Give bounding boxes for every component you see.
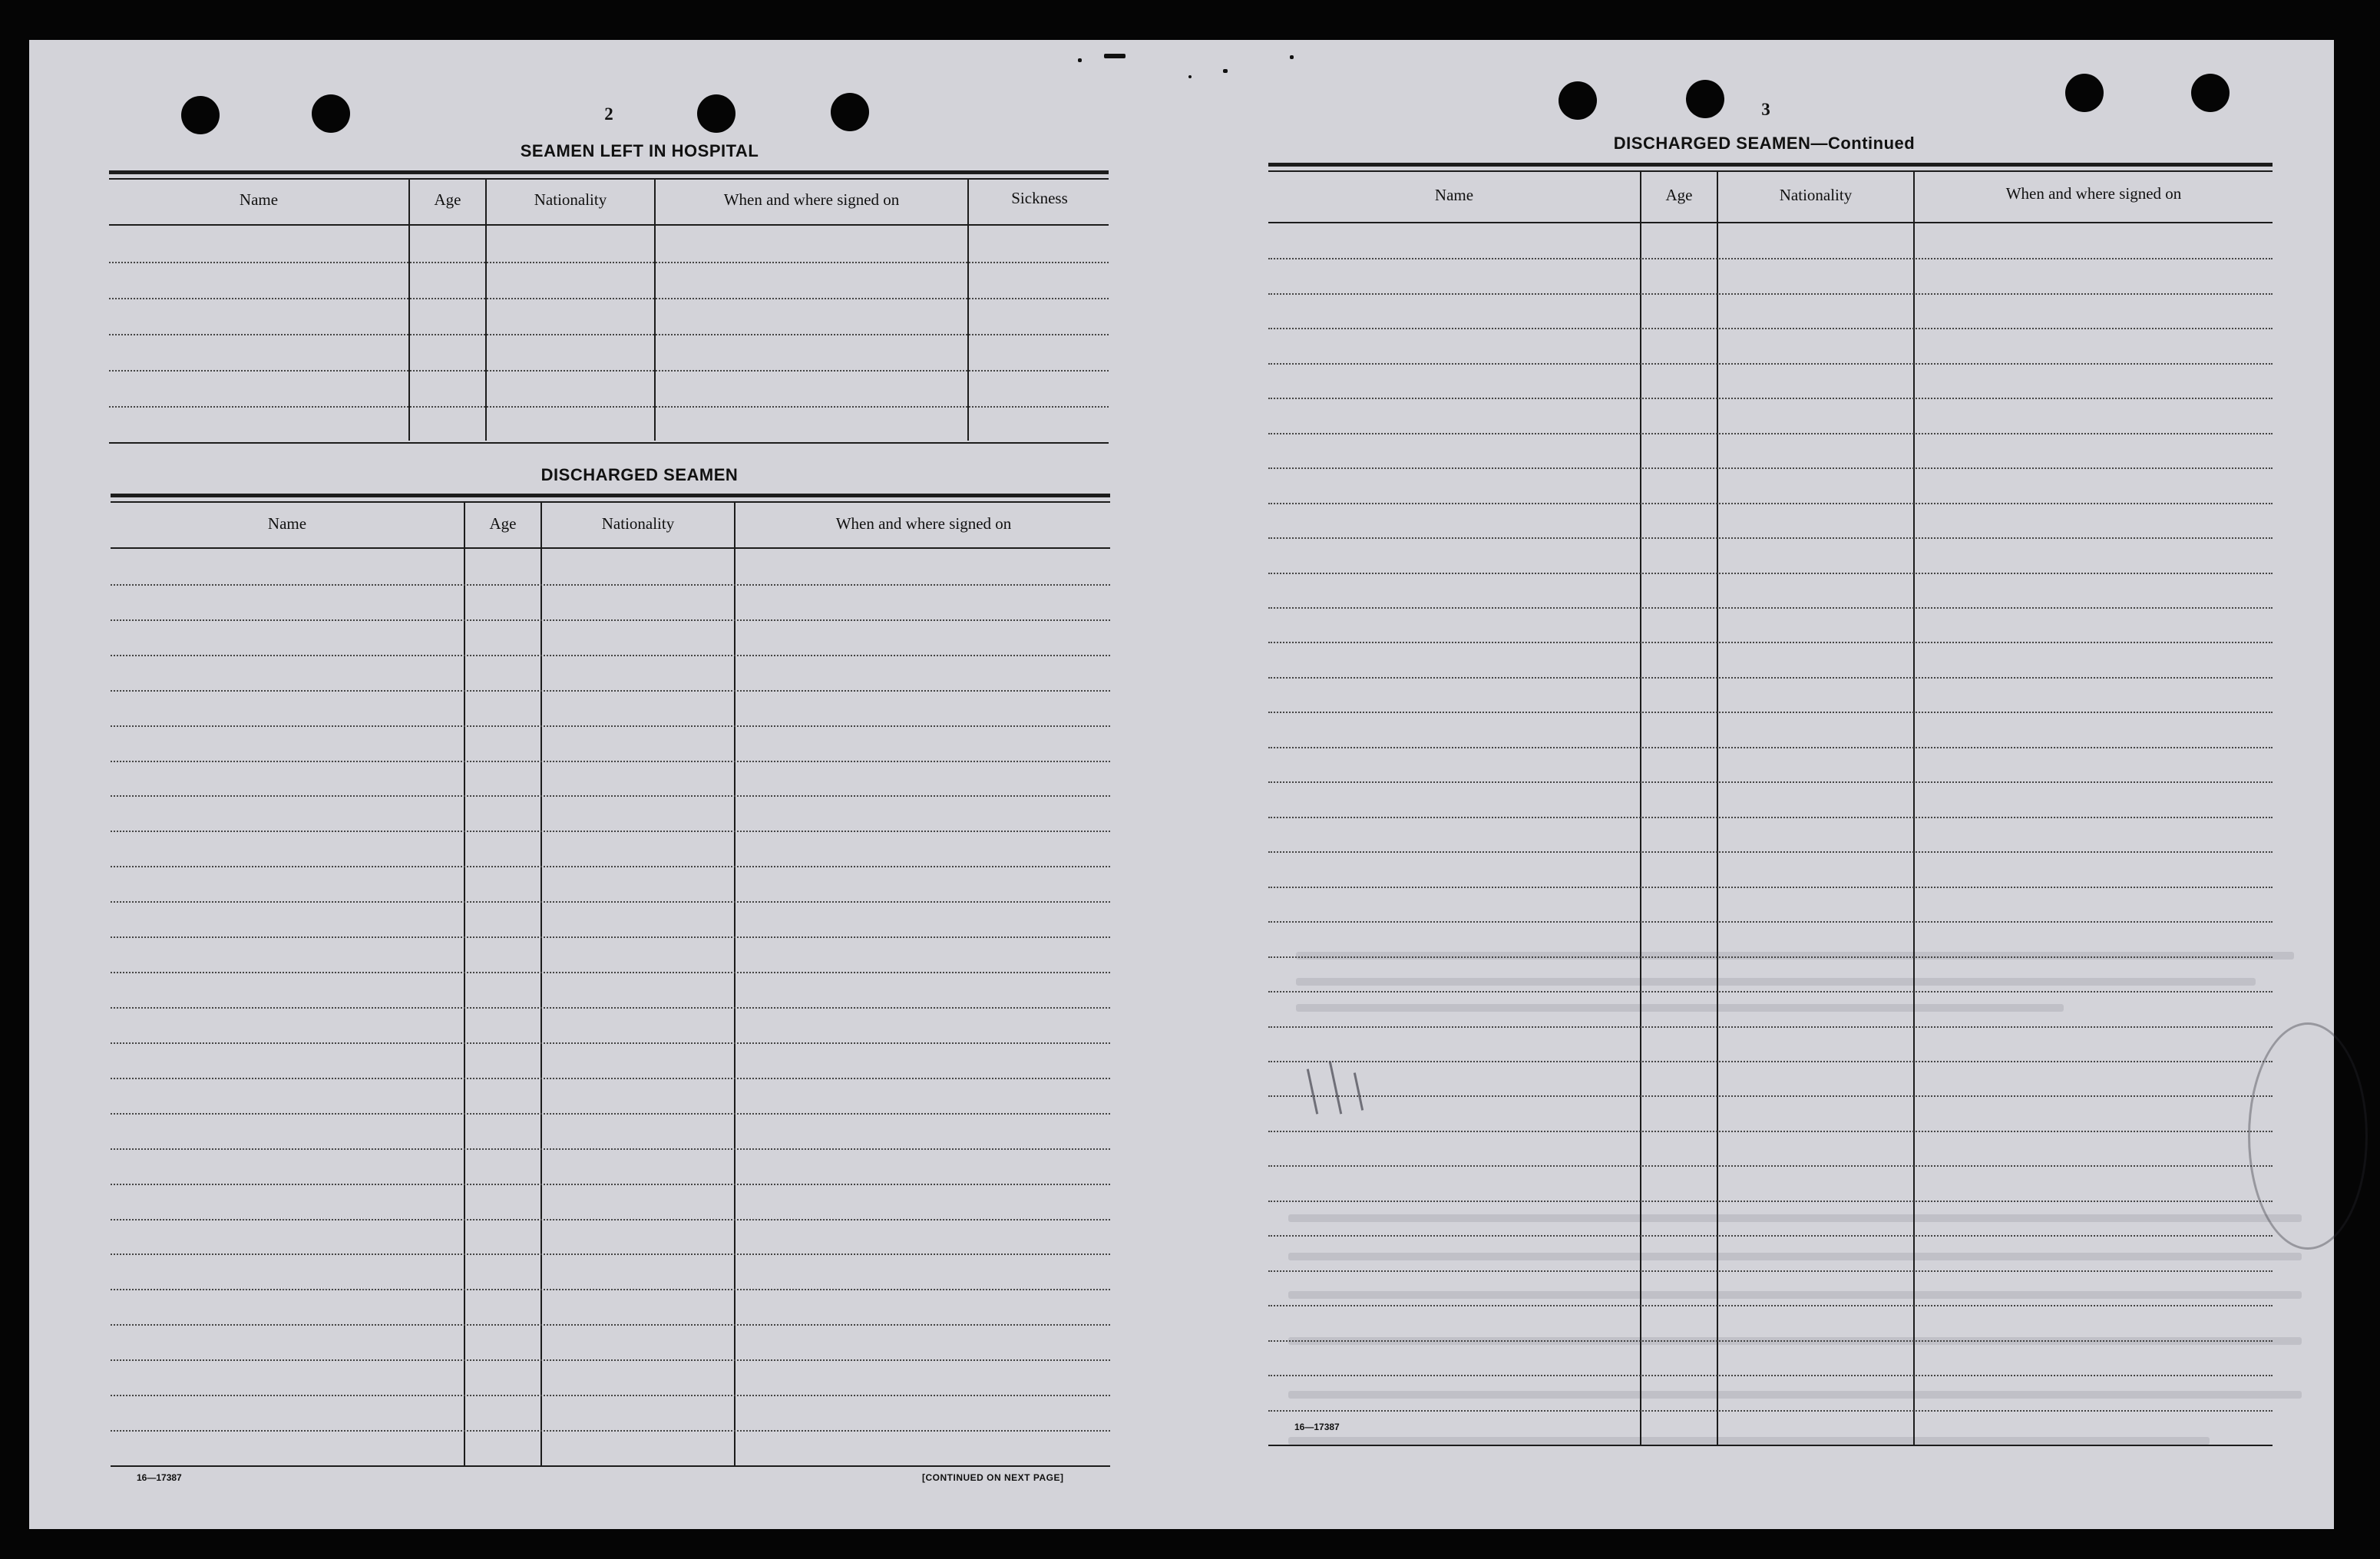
- rule: [111, 1465, 1110, 1467]
- rule: [1268, 1445, 2273, 1446]
- row-line: [109, 262, 1109, 263]
- column-header-name: Name: [267, 514, 307, 533]
- page-number: 2: [604, 104, 613, 124]
- column-divider: [485, 180, 487, 441]
- rule: [1268, 170, 2273, 172]
- row-line: [111, 1359, 1110, 1361]
- bleed-through-text: [1288, 1437, 2210, 1445]
- continued-note: [CONTINUED ON NEXT PAGE]: [922, 1472, 1064, 1483]
- row-line: [1268, 293, 2273, 295]
- row-line: [1268, 328, 2273, 329]
- row-line: [111, 972, 1110, 973]
- row-line: [111, 1253, 1110, 1255]
- row-line: [1268, 851, 2273, 853]
- column-header-nationality: Nationality: [601, 514, 675, 533]
- discharged-section-title: DISCHARGED SEAMEN: [540, 465, 739, 484]
- column-header-when-where: When and where signed on: [723, 190, 900, 209]
- row-line: [1268, 258, 2273, 259]
- row-line: [1268, 1061, 2273, 1062]
- row-line: [1268, 1165, 2273, 1167]
- punch-hole-icon: [831, 93, 869, 131]
- speck: [1290, 55, 1294, 59]
- header-rule: [111, 547, 1110, 549]
- row-line: [1268, 887, 2273, 888]
- column-divider: [734, 503, 735, 1465]
- column-header-age: Age: [489, 514, 517, 533]
- row-line: [1268, 433, 2273, 434]
- page-number: 3: [1761, 100, 1770, 119]
- row-line: [1268, 677, 2273, 679]
- column-header-name: Name: [239, 190, 279, 209]
- column-divider: [540, 503, 542, 1465]
- punch-hole-icon: [2191, 74, 2230, 112]
- rule: [109, 170, 1109, 174]
- speck: [1188, 75, 1192, 78]
- row-line: [1268, 1026, 2273, 1028]
- bleed-through-text: [1288, 1291, 2302, 1299]
- row-line: [1268, 956, 2273, 958]
- column-header-nationality: Nationality: [534, 190, 607, 209]
- row-line: [1268, 642, 2273, 643]
- handwritten-mark-icon: [1329, 1061, 1342, 1114]
- row-line: [1268, 1375, 2273, 1376]
- handwritten-mark-icon: [1354, 1072, 1364, 1111]
- rule: [111, 494, 1110, 497]
- row-line: [111, 1078, 1110, 1079]
- row-line: [111, 1324, 1110, 1326]
- rule: [1268, 163, 2273, 167]
- header-rule: [1268, 222, 2273, 223]
- row-line: [111, 725, 1110, 727]
- bleed-through-text: [1288, 1253, 2302, 1260]
- row-line: [1268, 1131, 2273, 1132]
- punch-hole-icon: [697, 94, 735, 133]
- discharged-title-suffix: —Continued: [1810, 134, 1916, 153]
- row-line: [111, 1042, 1110, 1044]
- row-line: [111, 1430, 1110, 1432]
- row-line: [1268, 1305, 2273, 1306]
- row-line: [111, 655, 1110, 656]
- row-line: [111, 690, 1110, 692]
- column-header-age: Age: [434, 190, 461, 209]
- punch-hole-icon: [2065, 74, 2104, 112]
- column-divider: [464, 503, 465, 1465]
- bleed-through-text: [1288, 1391, 2302, 1399]
- row-line: [1268, 503, 2273, 504]
- speck: [1104, 54, 1126, 58]
- row-line: [111, 1148, 1110, 1150]
- row-line: [1268, 1235, 2273, 1237]
- form-code: 16—17387: [1294, 1422, 1340, 1432]
- column-divider: [408, 180, 410, 441]
- hospital-section-title: SEAMEN LEFT IN HOSPITAL: [520, 141, 759, 160]
- row-line: [109, 370, 1109, 372]
- bleed-through-text: [1296, 1004, 2064, 1012]
- bleed-through-text: [1296, 978, 2256, 986]
- row-line: [111, 761, 1110, 762]
- row-line: [1268, 817, 2273, 818]
- form-sheet: [29, 40, 2334, 1529]
- row-line: [1268, 537, 2273, 539]
- punch-hole-icon: [312, 94, 350, 133]
- bleed-through-text: [1296, 952, 2294, 960]
- row-line: [1268, 573, 2273, 574]
- row-line: [1268, 1201, 2273, 1202]
- row-line: [111, 831, 1110, 832]
- row-line: [109, 406, 1109, 408]
- row-line: [111, 1395, 1110, 1396]
- row-line: [1268, 363, 2273, 365]
- row-line: [1268, 921, 2273, 923]
- discharged-continued-title: [1457, 134, 2071, 154]
- row-line: [111, 936, 1110, 938]
- row-line: [1268, 781, 2273, 783]
- punch-hole-icon: [181, 96, 220, 134]
- column-divider: [967, 180, 969, 441]
- bleed-through-text: [1288, 1214, 2302, 1222]
- row-line: [111, 1184, 1110, 1185]
- row-line: [1268, 398, 2273, 399]
- row-line: [111, 1007, 1110, 1009]
- column-header-sickness: Sickness: [1011, 189, 1068, 207]
- row-line: [111, 866, 1110, 867]
- punch-hole-icon: [1559, 81, 1597, 120]
- row-line: [1268, 1410, 2273, 1412]
- row-line: [111, 795, 1110, 797]
- row-line: [111, 1113, 1110, 1115]
- row-line: [111, 619, 1110, 621]
- row-line: [1268, 467, 2273, 469]
- row-line: [111, 1289, 1110, 1290]
- row-line: [109, 334, 1109, 335]
- row-line: [1268, 1270, 2273, 1272]
- rule: [109, 442, 1109, 444]
- discharged-title-main: DISCHARGED SEAMEN: [1613, 134, 1811, 153]
- column-header-age: Age: [1665, 186, 1693, 204]
- row-line: [111, 1219, 1110, 1220]
- rule: [109, 178, 1109, 180]
- speck: [1223, 69, 1228, 73]
- column-header-name: Name: [1434, 186, 1474, 204]
- row-line: [1268, 712, 2273, 713]
- row-line: [111, 584, 1110, 586]
- row-line: [111, 901, 1110, 903]
- column-header-nationality: Nationality: [1779, 186, 1853, 204]
- speck: [1078, 58, 1082, 62]
- row-line: [109, 298, 1109, 299]
- column-header-when-where: When and where signed on: [2005, 184, 2182, 203]
- faint-stamp-icon: [2248, 1022, 2368, 1250]
- rule: [111, 501, 1110, 503]
- form-code: 16—17387: [137, 1472, 182, 1483]
- row-line: [1268, 1340, 2273, 1342]
- row-line: [1268, 607, 2273, 609]
- handwritten-mark-icon: [1307, 1069, 1318, 1114]
- column-divider: [654, 180, 656, 441]
- header-rule: [109, 224, 1109, 226]
- row-line: [1268, 747, 2273, 748]
- punch-hole-icon: [1686, 80, 1724, 118]
- row-line: [1268, 991, 2273, 993]
- column-header-when-where: When and where signed on: [835, 514, 1012, 533]
- row-line: [1268, 1095, 2273, 1097]
